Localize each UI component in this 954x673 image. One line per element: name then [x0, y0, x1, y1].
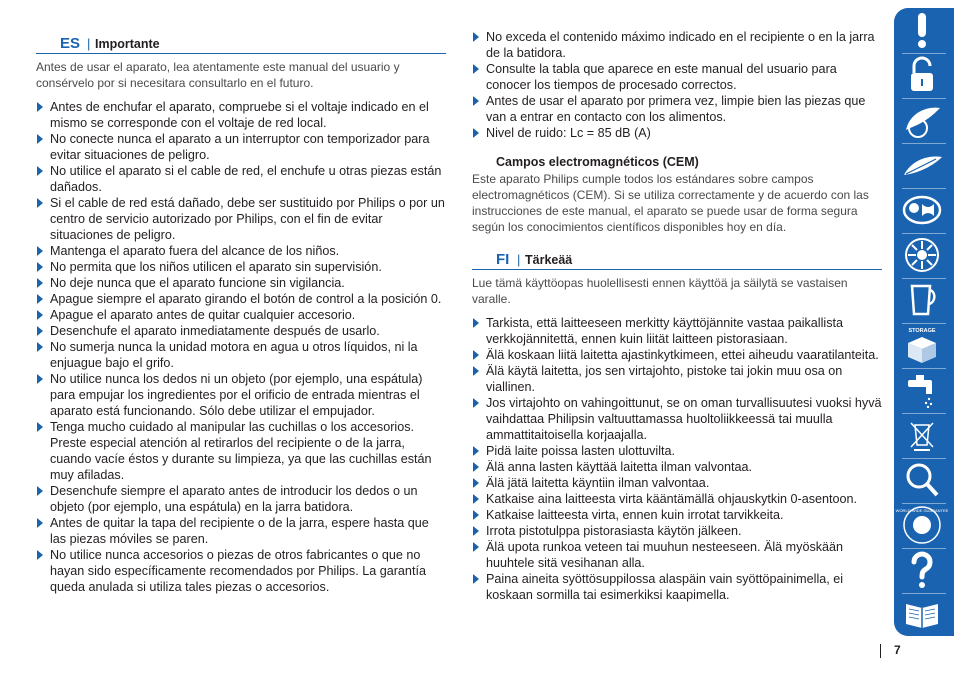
bullet-marker-icon [37, 518, 43, 528]
bullet-item [472, 491, 882, 507]
bullet-item [472, 347, 882, 363]
bullet-item [472, 93, 882, 125]
bullet-marker-icon [37, 294, 43, 304]
bullet-text: No exceda el contenido máximo indicado en el recipiente o en la jarra de la batidora. [486, 30, 875, 60]
bullet-text: Si el cable de red está dañado, debe ser sustituido por Philips o por un centro de servicio autorizado por Philips, con el fin de evitar situaciones de peligro. [50, 196, 445, 242]
guarantee-label: WORLD-WIDE GUARANTEE [895, 508, 949, 513]
bullet-item [472, 315, 882, 347]
es-separator: | [87, 36, 91, 51]
bullet-item [36, 195, 446, 243]
bullet-item [472, 459, 882, 475]
bullet-text: Katkaise laitteesta virta, ennen kuin irrotat tarvikkeita. [486, 508, 784, 522]
es-bullet-list [36, 99, 446, 595]
bullet-marker-icon [37, 342, 43, 352]
bullet-item [36, 243, 446, 259]
bullet-item [472, 475, 882, 491]
bullet-item [36, 307, 446, 323]
bullet-text: No utilice el aparato si el cable de red, el enchufe u otras piezas están dañados. [50, 164, 442, 194]
bullet-text: Älä koskaan liitä laitetta ajastinkytkimeen, ettei aiheudu vaaratilanteita. [486, 348, 879, 362]
exclamation-icon[interactable] [894, 8, 950, 52]
page-number: 7 [894, 643, 901, 657]
bullet-marker-icon [37, 262, 43, 272]
bullet-text: Apague siempre el aparato girando el botón de control a la posición 0. [50, 292, 442, 306]
question-icon[interactable] [894, 548, 950, 592]
fi-section-title: Tärkeää [525, 253, 573, 267]
bullet-item [36, 483, 446, 515]
es-section-header [36, 33, 446, 54]
bullet-marker-icon [37, 246, 43, 256]
page-number-divider [880, 644, 881, 658]
tap-icon[interactable] [894, 368, 950, 412]
bullet-marker-icon [37, 374, 43, 384]
book-icon[interactable] [894, 592, 950, 636]
storage-box-icon[interactable] [894, 323, 950, 367]
es-section-title: Importante [95, 37, 160, 51]
bullet-item [472, 443, 882, 459]
bullet-marker-icon [473, 526, 479, 536]
bullet-text: Jos virtajohto on vahingoittunut, se on oman turvallisuutesi vuoksi hyvä vaihdattaa Philipsin valtuuttamassa huoltoliikkeessä tai muulla ammattitaitoisella korjaajalla. [486, 396, 882, 442]
es-bullet-list-continued [472, 29, 882, 141]
bullet-item [472, 523, 882, 539]
bullet-marker-icon [473, 128, 479, 138]
bullet-text: Katkaise aina laitteesta virta kääntämällä ohjauskytkin 0-asentoon. [486, 492, 858, 506]
bullet-text: Antes de usar el aparato por primera vez, limpie bien las piezas que van a entrar en contacto con los alimentos. [486, 94, 866, 124]
bullet-item [472, 395, 882, 443]
es-lang-code: ES [60, 35, 81, 52]
bullet-marker-icon [473, 96, 479, 106]
bullet-marker-icon [473, 478, 479, 488]
bullet-marker-icon [37, 310, 43, 320]
bullet-marker-icon [473, 318, 479, 328]
bullet-item [36, 163, 446, 195]
fi-separator: | [517, 252, 521, 267]
bullet-text: Pidä laite poissa lasten ulottuvilta. [486, 444, 676, 458]
bullet-text: Antes de enchufar el aparato, compruebe si el voltaje indicado en el mismo se corresponde con el voltaje de red local. [50, 100, 429, 130]
worldwide-guarantee-icon[interactable] [894, 503, 950, 547]
bullet-text: Älä käytä laitetta, jos sen virtajohto, pistoke tai jokin muu osa on viallinen. [486, 364, 843, 394]
bullet-item [472, 539, 882, 571]
bullet-text: Irrota pistotulppa pistorasiasta käytön jälkeen. [486, 524, 742, 538]
bullet-marker-icon [473, 350, 479, 360]
bullet-item [472, 125, 882, 141]
bullet-item [472, 29, 882, 61]
bullet-item [36, 99, 446, 131]
sunburst-icon[interactable] [894, 233, 950, 277]
es-intro: Antes de usar el aparato, lea atentamente este manual del usuario y consérvelo por si necesitara consultarlo en el futuro. [36, 60, 400, 90]
magnifier-icon[interactable] [894, 458, 950, 502]
fish-icon[interactable] [894, 188, 950, 232]
bullet-item [36, 323, 446, 339]
bullet-item [36, 291, 446, 307]
icon-sidebar [894, 8, 954, 636]
bullet-text: Älä upota runkoa veteen tai muuhun nesteeseen. Älä myöskään huuhtele sitä vesihanan alla. [486, 540, 844, 570]
cem-title: Campos electromagnéticos (CEM) [496, 155, 699, 169]
bullet-marker-icon [37, 166, 43, 176]
bullet-marker-icon [37, 278, 43, 288]
fi-intro: Lue tämä käyttöopas huolellisesti ennen käyttöä ja säilytä se vastaisen varalle. [472, 276, 848, 306]
bullet-text: Apague el aparato antes de quitar cualquier accesorio. [50, 308, 356, 322]
fi-bullet-list [472, 315, 882, 603]
bullet-marker-icon [37, 422, 43, 432]
bullet-marker-icon [473, 494, 479, 504]
bullet-marker-icon [473, 64, 479, 74]
bullet-marker-icon [473, 366, 479, 376]
bullet-text: Desenchufe siempre el aparato antes de introducir los dedos o un objeto (por ejemplo, una espátula) en la jarra batidora. [50, 484, 418, 514]
bullet-item [472, 363, 882, 395]
bullet-text: No permita que los niños utilicen el aparato sin supervisión. [50, 260, 382, 274]
bullet-item [472, 61, 882, 93]
bullet-marker-icon [473, 542, 479, 552]
bullet-text: Älä jätä laitetta käyntiin ilman valvontaa. [486, 476, 710, 490]
bullet-item [472, 571, 882, 603]
fi-lang-code: FI [496, 251, 510, 268]
crossed-bin-icon[interactable] [894, 413, 950, 457]
jug-icon[interactable] [894, 278, 950, 322]
feather-icon[interactable] [894, 143, 950, 187]
bullet-item [36, 131, 446, 163]
bullet-marker-icon [473, 462, 479, 472]
bullet-marker-icon [473, 446, 479, 456]
bullet-text: Mantenga el aparato fuera del alcance de los niños. [50, 244, 340, 258]
bullet-text: Paina aineita syöttösuppilossa alaspäin vain syöttöpainimella, ei koskaan sormilla tai esimerkiksi kaapimella. [486, 572, 844, 602]
bullet-text: No conecte nunca el aparato a un interruptor con temporizador para evitar situaciones de peligro. [50, 132, 430, 162]
bullet-marker-icon [473, 32, 479, 42]
bullet-marker-icon [37, 550, 43, 560]
bullet-text: Nivel de ruido: Lc = 85 dB (A) [486, 126, 651, 140]
bullet-marker-icon [37, 486, 43, 496]
fi-section-header [472, 249, 882, 270]
bullet-text: Tarkista, että laitteeseen merkitty käyttöjännite vastaa paikallista verkkojännitettä, ennen kuin liität laitteen pistorasiaan. [486, 316, 843, 346]
bullet-text: Antes de quitar la tapa del recipiente o de la jarra, espere hasta que las piezas móviles se paren. [50, 516, 429, 546]
storage-label: STORAGE [908, 328, 936, 334]
bullet-item [36, 419, 446, 483]
bullet-item [472, 507, 882, 523]
bullet-text: No utilice nunca los dedos ni un objeto (por ejemplo, una espátula) para empujar los ingredientes por el orificio de entrada mientras el aparato está funcionando. Sólo debe utilizar el empujador. [50, 372, 423, 418]
cem-text: Este aparato Philips cumple todos los estándares sobre campos electromagnéticos (CEM). Si se utiliza correctamente y de acuerdo con las instrucciones de este manual, el aparato se puede usar de forma segura según los conocimientos científicos disponibles hoy en día. [472, 172, 869, 234]
bullet-item [36, 339, 446, 371]
bullet-marker-icon [473, 574, 479, 584]
bullet-item [36, 275, 446, 291]
bullet-text: No deje nunca que el aparato funcione sin vigilancia. [50, 276, 345, 290]
bullet-item [36, 371, 446, 419]
bullet-marker-icon [37, 198, 43, 208]
bullet-marker-icon [473, 398, 479, 408]
bullet-marker-icon [37, 326, 43, 336]
leaf-swirl-icon[interactable] [894, 98, 950, 142]
bullet-item [36, 259, 446, 275]
bullet-text: Älä anna lasten käyttää laitetta ilman valvontaa. [486, 460, 753, 474]
bullet-item [36, 547, 446, 595]
bullet-text: Consulte la tabla que aparece en este manual del usuario para conocer los tiempos de procesado correctos. [486, 62, 837, 92]
bullet-text: No sumerja nunca la unidad motora en agua u otros líquidos, ni la enjuague bajo el grifo. [50, 340, 418, 370]
bullet-marker-icon [37, 134, 43, 144]
bullet-marker-icon [473, 510, 479, 520]
bullet-text: No utilice nunca accesorios o piezas de otros fabricantes o que no hayan sido específicamente recomendados por Philips. La garantía queda anulada si utiliza tales piezas o accesorios. [50, 548, 426, 594]
padlock-icon[interactable] [894, 53, 950, 97]
bullet-item [36, 515, 446, 547]
bullet-marker-icon [37, 102, 43, 112]
bullet-text: Tenga mucho cuidado al manipular las cuchillas o los accesorios. Preste especial atención al retirarlos del recipiente o de la jarra, cuando vacíe éstos y durante su limpieza, ya que las cuchillas están muy afiladas. [50, 420, 432, 482]
bullet-text: Desenchufe el aparato inmediatamente después de usarlo. [50, 324, 380, 338]
